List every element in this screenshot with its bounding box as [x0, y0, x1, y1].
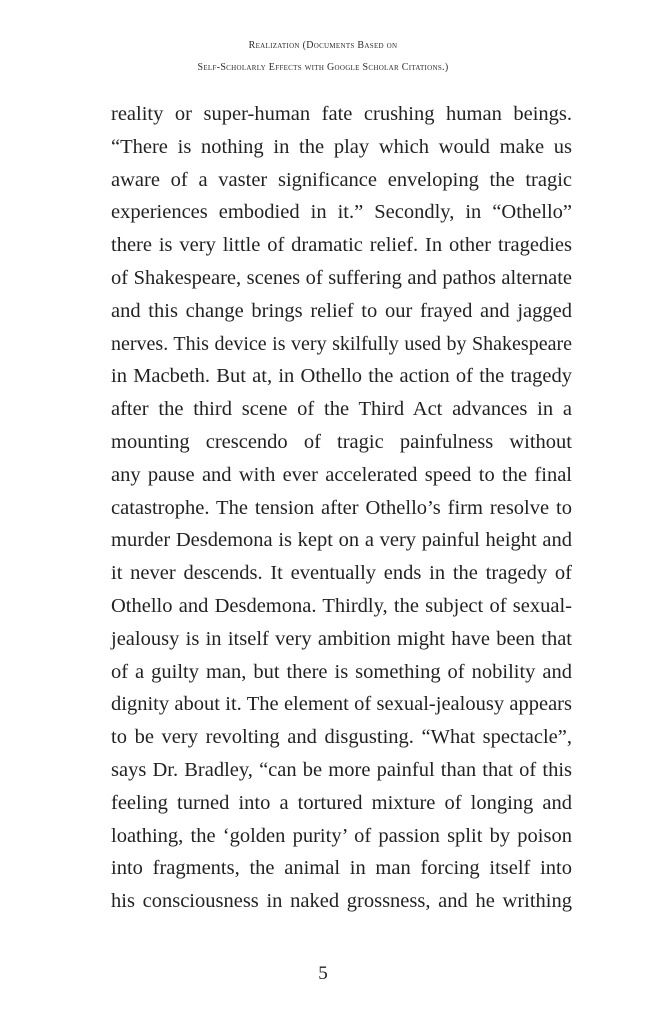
body-line: experiences embodied in it.” Secondly, in “Othello” — [111, 201, 572, 224]
body-line: after the third scene of the Third Act advances in a — [111, 398, 572, 421]
body-line: mounting crescendo of tragic painfulness without — [111, 430, 572, 453]
body-line: to be very revolting and disgusting. “What spectacle”, — [111, 726, 572, 749]
body-line: nerves. This device is very skilfully used by Shakespeare — [111, 332, 572, 355]
body-line: catastrophe. The tension after Othello’s firm resolve to — [111, 496, 572, 519]
page-number: 5 — [318, 963, 328, 984]
body-line: murder Desdemona is kept on a very painful height and — [111, 529, 572, 552]
running-head — [0, 35, 646, 79]
body-line: “There is nothing in the play which would make us — [111, 135, 572, 158]
body-line: in Macbeth. But at, in Othello the action of the tragedy — [111, 365, 572, 388]
body-line: jealousy is in itself very ambition might have been that — [111, 627, 572, 650]
body-line: reality or super-human fate crushing human beings. — [111, 103, 572, 125]
body-line: of Shakespeare, scenes of suffering and pathos alternate — [111, 266, 572, 289]
body-line: loathing, the ‘golden purity’ of passion split by poison — [111, 824, 572, 847]
body-line: into fragments, the animal in man forcing itself into — [111, 857, 572, 880]
body-text — [111, 98, 572, 918]
body-line: dignity about it. The element of sexual-jealousy appears — [111, 693, 572, 716]
body-line: any pause and with ever accelerated speed to the final — [111, 463, 572, 486]
body-line: Othello and Desdemona. Thirdly, the subject of sexual- — [111, 594, 572, 617]
running-head-line-1: Realization (Documents Based on — [248, 40, 398, 51]
body-line: there is very little of dramatic relief. In other tragedies — [111, 234, 572, 257]
body-line: aware of a vaster significance enveloping the tragic — [111, 168, 572, 191]
body-line: of a guilty man, but there is something of nobility and — [111, 660, 572, 683]
body-line: it never descends. It eventually ends in the tragedy of — [111, 562, 572, 585]
body-line: says Dr. Bradley, “can be more painful than that of this — [111, 758, 572, 781]
body-line: feeling turned into a tortured mixture of longing and — [111, 791, 572, 814]
running-head-line-2: Self-Scholarly Effects with Google Scholar Citations.) — [197, 62, 449, 73]
body-line: his consciousness in naked grossness, and he writhing — [111, 890, 572, 913]
body-line: and this change brings relief to our frayed and jagged — [111, 299, 572, 322]
